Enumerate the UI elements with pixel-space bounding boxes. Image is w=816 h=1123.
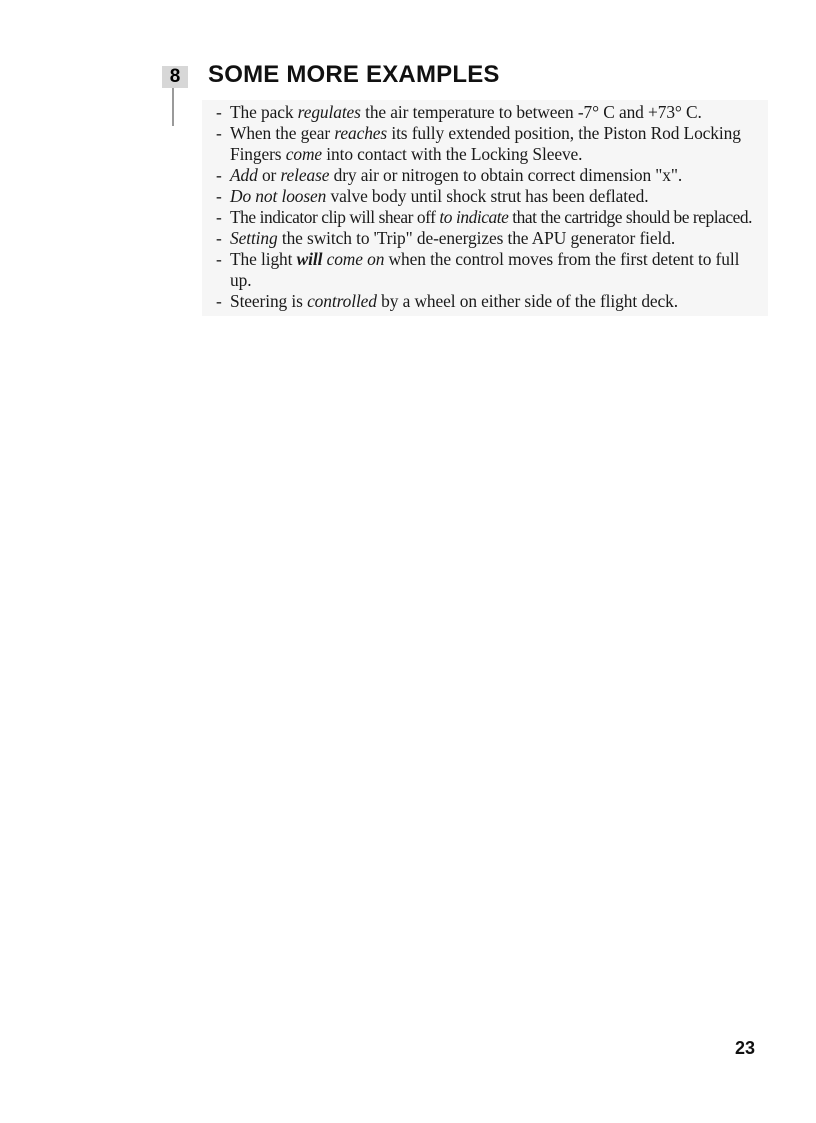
example-item xyxy=(202,165,768,186)
bullet-dash: - xyxy=(216,186,222,206)
example-emphasis: Do not loosen xyxy=(230,186,327,206)
example-text: The light xyxy=(230,249,297,269)
example-text: The pack xyxy=(230,102,298,122)
bullet-dash: - xyxy=(216,249,222,269)
example-emphasis: Setting xyxy=(230,228,278,248)
example-emphasis: come on xyxy=(322,249,385,269)
example-text: Steering is xyxy=(230,291,308,311)
section-number-badge xyxy=(162,66,188,88)
example-text: that the cartridge should be replaced. xyxy=(508,207,753,227)
example-text: when the control moves from the first detent to full up. xyxy=(230,249,740,290)
example-text: the switch to 'Trip" de-energizes the APU generator field. xyxy=(277,228,676,248)
example-item xyxy=(202,228,768,249)
example-emphasis: controlled xyxy=(307,291,377,311)
example-emphasis: reaches xyxy=(334,123,388,143)
page-number: 23 xyxy=(735,1038,756,1058)
example-emphasis: to indicate xyxy=(439,207,509,227)
example-item xyxy=(202,207,768,228)
section-number: 8 xyxy=(169,66,181,87)
example-text: by a wheel on either side of the flight deck. xyxy=(376,291,678,311)
example-text: dry air or nitrogen to obtain correct dimension "x". xyxy=(329,165,683,185)
example-text: Fingers xyxy=(230,144,286,164)
example-item xyxy=(202,186,768,207)
section-title: SOME MORE EXAMPLES xyxy=(208,61,500,88)
example-strong: will xyxy=(296,249,323,269)
bullet-dash: - xyxy=(216,228,222,248)
example-emphasis: release xyxy=(280,165,330,185)
bullet-dash: - xyxy=(216,165,222,185)
example-item xyxy=(202,249,768,291)
example-item xyxy=(202,291,768,312)
example-emphasis: regulates xyxy=(297,102,361,122)
example-text: valve body until shock strut has been deflated. xyxy=(326,186,649,206)
example-item xyxy=(202,123,768,165)
example-text: into contact with the Locking Sleeve. xyxy=(322,144,583,164)
bullet-dash: - xyxy=(216,207,222,227)
example-text: The indicator clip will shear off xyxy=(230,207,440,227)
example-text: When the gear xyxy=(230,123,335,143)
example-text: its fully extended position, the Piston Rod Locking xyxy=(387,123,741,143)
example-item xyxy=(202,102,768,123)
example-emphasis: come xyxy=(285,144,323,164)
section-marker-rule xyxy=(172,88,174,126)
example-text: the air temperature to between -7° C and +73° C. xyxy=(360,102,702,122)
bullet-dash: - xyxy=(216,102,222,122)
example-text: or xyxy=(257,165,281,185)
example-continuation xyxy=(230,144,762,165)
examples-list xyxy=(202,100,768,316)
example-emphasis: Add xyxy=(230,165,258,185)
bullet-dash: - xyxy=(216,291,222,311)
bullet-dash: - xyxy=(216,123,222,143)
